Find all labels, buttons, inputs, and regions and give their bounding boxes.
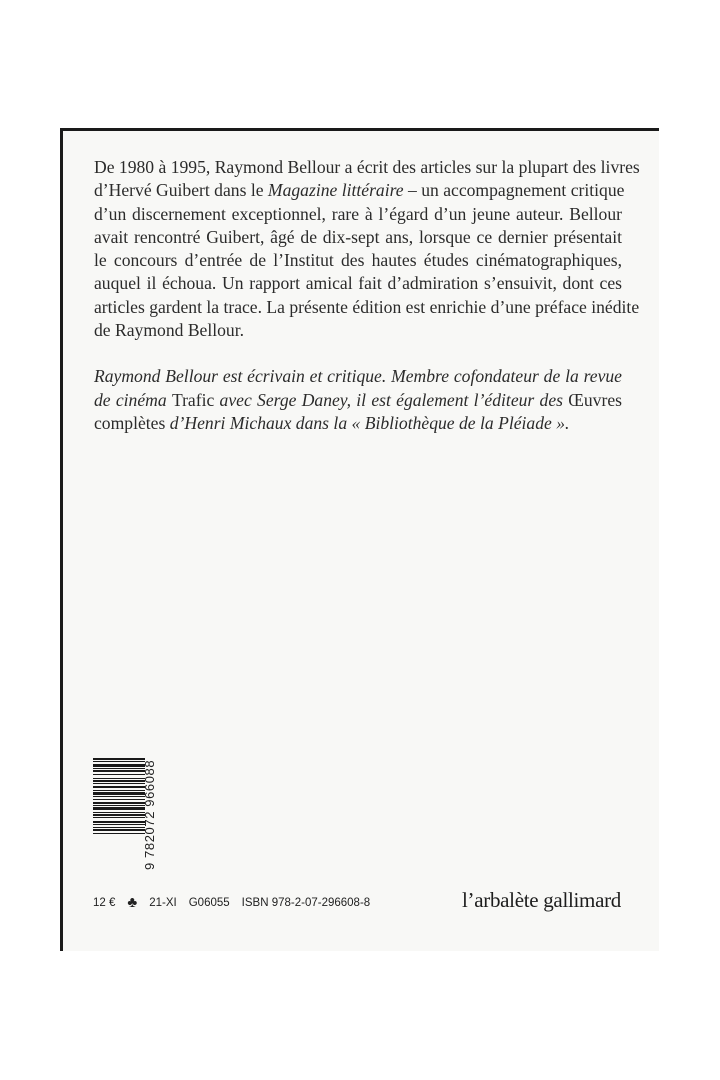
- blurb-paragraph-1: [94, 156, 640, 342]
- reference-code: G06055: [188, 896, 230, 909]
- blurb: [94, 156, 640, 435]
- blurb-line: de cinéma Trafic avec Serge Daney, il est également l’éditeur des Œuvres: [94, 389, 622, 410]
- blurb-line: articles gardent la trace. La présente édition est enrichie d’une préface inédite: [94, 296, 640, 317]
- blurb-line: complètes d’Henri Michaux dans la « Bibliothèque de la Pléiade ».: [94, 412, 570, 433]
- edition-code: 21-XI: [149, 896, 177, 909]
- barcode-digits-wrap: [126, 758, 157, 870]
- isbn: ISBN 978-2-07-296608-8: [241, 896, 371, 909]
- blurb-line: d’un discernement exceptionnel, rare à l’égard d’un jeune auteur. Bellour: [94, 203, 622, 224]
- blurb-line: De 1980 à 1995, Raymond Bellour a écrit des articles sur la plupart des livres: [94, 157, 640, 177]
- price: 12 €: [93, 896, 116, 909]
- blurb-line: Raymond Bellour est écrivain et critique. Membre cofondateur de la revue: [94, 366, 622, 387]
- footer-line: [93, 895, 370, 910]
- blurb-line: de Raymond Bellour.: [94, 320, 245, 341]
- publisher-logo: l’arbalète gallimard: [462, 888, 621, 912]
- blurb-line: le concours d’entrée de l’Institut des hautes études cinématographiques,: [94, 250, 622, 271]
- blurb-paragraph-2: [94, 365, 622, 435]
- back-cover: [60, 128, 659, 951]
- blurb-line: d’Hervé Guibert dans le Magazine littéraire – un accompagnement critique: [94, 180, 625, 201]
- barcode-digits: 9 782072 966088: [142, 759, 157, 870]
- gallimard-logo-icon: ♣: [127, 894, 138, 911]
- blurb-line: auquel il échoua. Un rapport amical fait d’admiration s’ensuivit, dont ces: [94, 273, 622, 294]
- blurb-line: avait rencontré Guibert, âgé de dix-sept ans, lorsque ce dernier présentait: [94, 226, 622, 247]
